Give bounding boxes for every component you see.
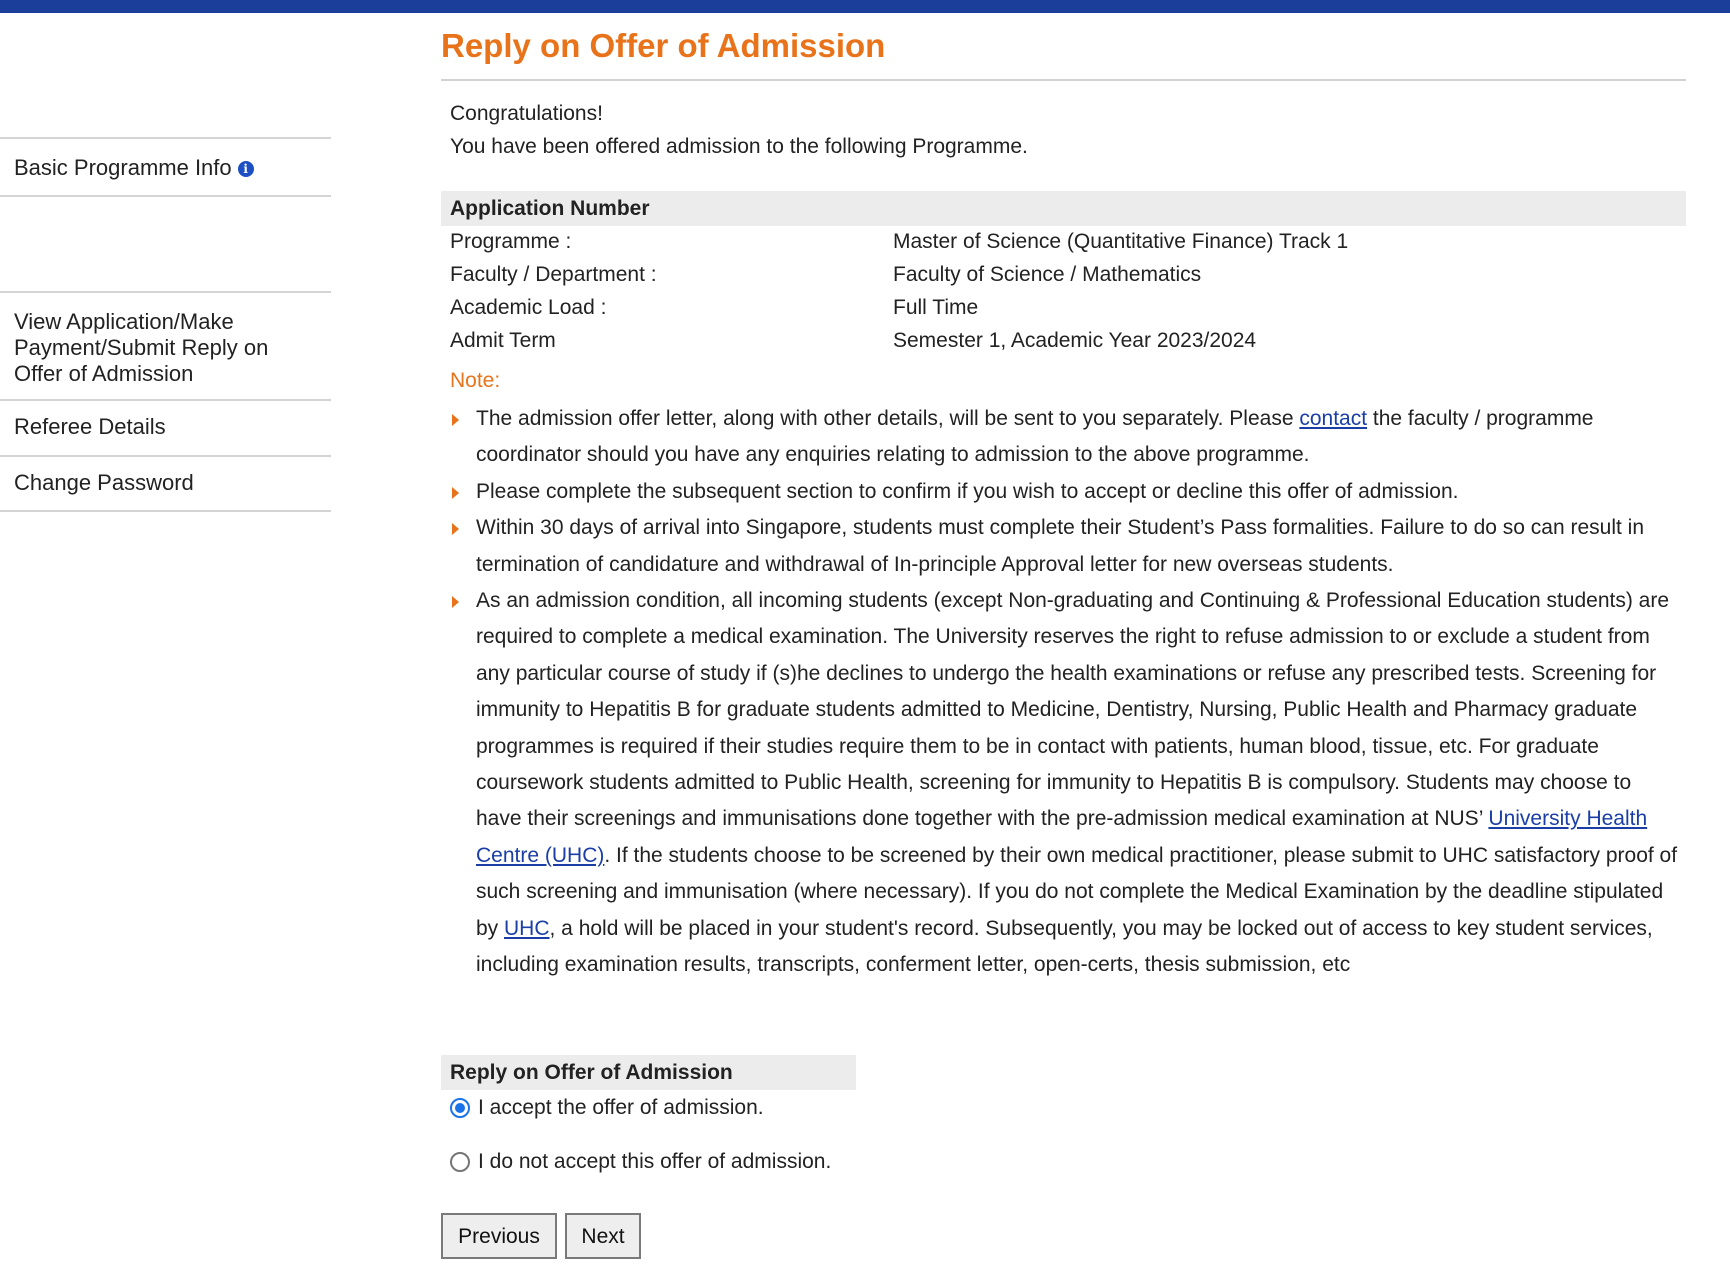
application-details: [450, 225, 1348, 357]
detail-row-admit-term: [450, 324, 1348, 357]
sidebar-item-label: Referee Details: [14, 414, 166, 439]
accept-radio[interactable]: [450, 1098, 470, 1118]
decline-offer-option[interactable]: [450, 1147, 831, 1177]
note-text: , a hold will be placed in your student's record. Subsequently, you may be locked out of access to key student services, including examination results, transcripts, conferment letter, open-certs, thesis submission, etc: [476, 916, 1653, 977]
detail-row-faculty: [450, 258, 1348, 291]
note-text: . If the students choose to be screened by their own medical practitioner, please submit to UHC satisfactory proof of such screening and immunisation (where necessary). If you do not complete the Medical Examination by the deadline stipulated by: [476, 843, 1678, 940]
accept-offer-option[interactable]: [450, 1093, 764, 1123]
note-text: The admission offer letter, along with other details, will be sent to you separately. Please: [476, 407, 1300, 430]
sidebar-item-basic-programme-info[interactable]: [0, 137, 331, 195]
note-item: [450, 401, 1680, 474]
title-divider: [441, 79, 1686, 81]
detail-row-academic-load: [450, 291, 1348, 324]
detail-value: Master of Science (Quantitative Finance) Track 1: [893, 230, 1349, 253]
info-icon[interactable]: i: [238, 161, 254, 177]
application-number-header: Application Number: [441, 191, 1686, 226]
detail-row-programme: [450, 225, 1348, 258]
reply-section-header: Reply on Offer of Admission: [441, 1055, 856, 1090]
sidebar-item-label: View Application/Make Payment/Submit Reply on Offer of Admission: [14, 309, 269, 386]
note-text: Within 30 days of arrival into Singapore, students must complete their Student’s Pass formalities. Failure to do so can result in termination of candidature and withdrawal of In-principle Approval letter for new overseas students.: [476, 516, 1645, 576]
detail-value: Faculty of Science / Mathematics: [893, 263, 1202, 286]
detail-value: Full Time: [893, 296, 979, 319]
notes-list: [450, 401, 1680, 984]
offer-line: You have been offered admission to the following Programme.: [450, 135, 1028, 158]
note-label: Note:: [450, 369, 501, 392]
sidebar: [0, 137, 331, 512]
sidebar-item-view-application[interactable]: [0, 291, 331, 399]
note-text: the faculty / programme coordinator should you have any enquiries relating to admission to the above programme.: [476, 407, 1594, 467]
sidebar-spacer: [0, 195, 331, 291]
uhc-full-link[interactable]: University Health Centre (UHC): [476, 807, 1648, 867]
detail-label: Programme :: [450, 230, 572, 253]
congratulations-message: [450, 97, 1028, 163]
arrow-bullet-icon: [452, 596, 459, 608]
previous-button[interactable]: Previous: [441, 1213, 557, 1259]
next-button[interactable]: Next: [565, 1213, 641, 1259]
top-bar: [0, 0, 1730, 13]
detail-value: Semester 1, Academic Year 2023/2024: [893, 329, 1257, 352]
congrats-line: Congratulations!: [450, 102, 603, 125]
page-title: Reply on Offer of Admission: [441, 27, 886, 64]
sidebar-item-label: Change Password: [14, 470, 194, 495]
arrow-bullet-icon: [452, 414, 459, 426]
sidebar-item-referee-details[interactable]: [0, 399, 331, 455]
note-text: Please complete the subsequent section to confirm if you wish to accept or decline this offer of admission.: [476, 479, 1459, 503]
uhc-link[interactable]: UHC: [504, 916, 550, 940]
note-item: [450, 510, 1680, 583]
sidebar-item-change-password[interactable]: [0, 455, 331, 512]
detail-label: Admit Term: [450, 329, 556, 352]
detail-label: Academic Load :: [450, 296, 607, 319]
note-item: [450, 583, 1680, 983]
sidebar-item-label: Basic Programme Info: [14, 155, 232, 180]
detail-label: Faculty / Department :: [450, 263, 657, 286]
accept-label: I accept the offer of admission.: [478, 1096, 764, 1119]
note-text: As an admission condition, all incoming students (except Non-graduating and Continuing & Professional Education students) are required to complete a medical examination. The University reserves the right to refuse admission to or exclude a student from any particular course of study if (s)he declines to undergo the health examinations or refuse any prescribed tests. Screening for immunity to Hepatitis B for graduate students admitted to Medicine, Dentistry, Nursing, Public Health and Pharmacy graduate programmes is required if their studies require them to be in contact with patients, human blood, tissue, etc. For graduate coursework students admitted to Public Health, screening for immunity to Hepatitis B is compulsory. Students may choose to have their screenings and immunisations done together with the pre-admission medical examination at NUS’: [476, 589, 1670, 831]
contact-link[interactable]: contact: [1299, 407, 1368, 430]
decline-radio[interactable]: [450, 1152, 470, 1172]
arrow-bullet-icon: [452, 523, 459, 535]
arrow-bullet-icon: [452, 487, 459, 499]
decline-label: I do not accept this offer of admission.: [478, 1150, 832, 1173]
note-item: [450, 474, 1680, 510]
